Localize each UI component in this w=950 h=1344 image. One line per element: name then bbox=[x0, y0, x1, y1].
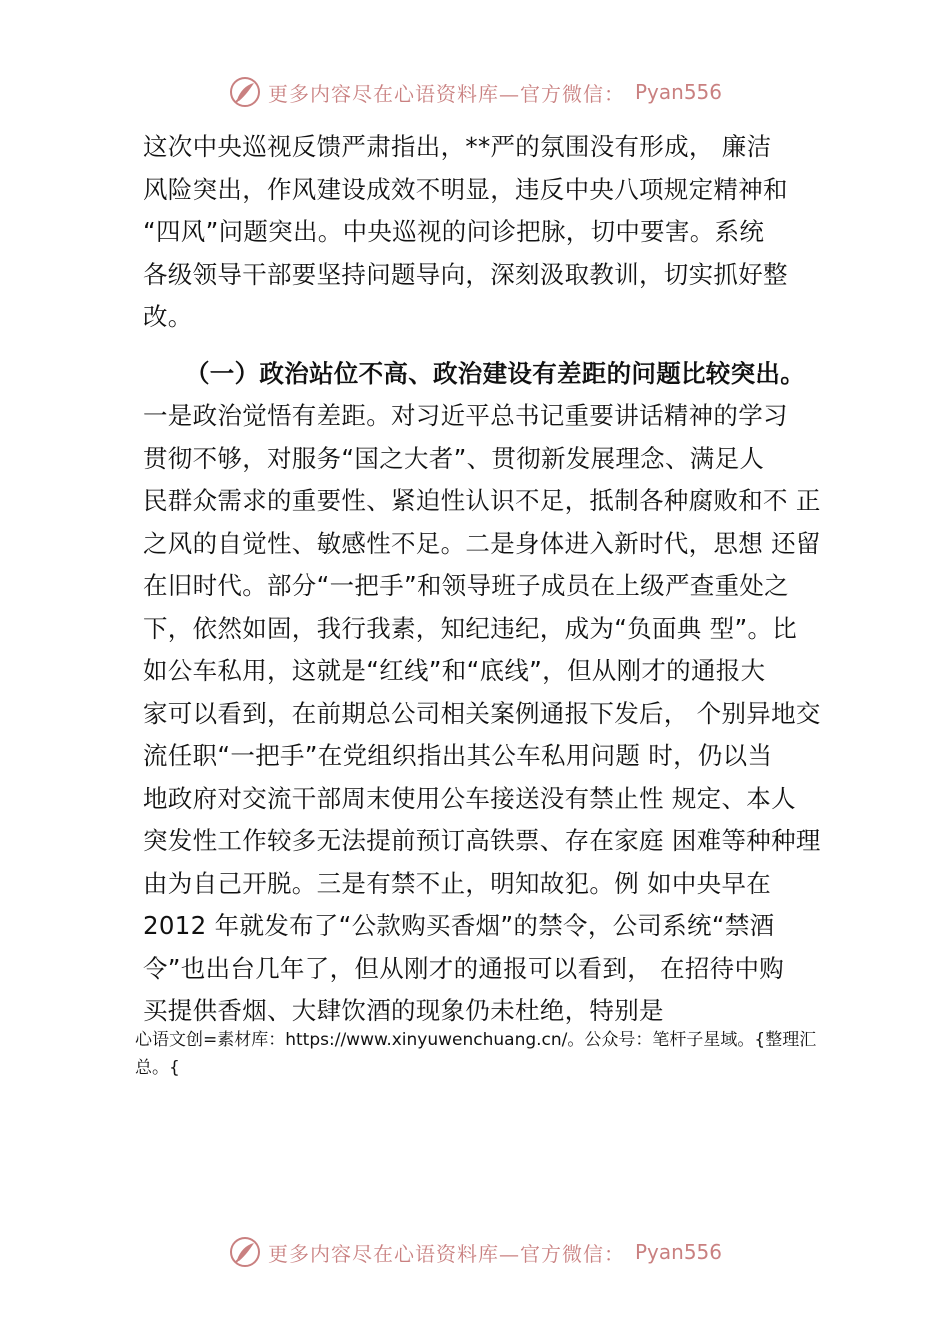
banner-wechat-id: Pyan556 bbox=[634, 1240, 722, 1264]
footer-banner bbox=[0, 1232, 950, 1272]
banner-text: 更多内容尽在心语资料库—官方微信： bbox=[267, 1241, 625, 1266]
header-banner bbox=[0, 72, 950, 112]
paragraph-body bbox=[143, 395, 833, 1033]
document-body bbox=[143, 126, 833, 1033]
footnote-line: 心语文创=素材库：https://www.xinyuwenchuang.cn/。公众号：笔杆子星域。{整理汇 bbox=[135, 1030, 817, 1050]
footnote bbox=[135, 1026, 850, 1082]
text-line: 风险突出，作风建设成效不明显，违反中央八项规定精神和 bbox=[143, 174, 788, 204]
logo-icon bbox=[228, 75, 262, 109]
text-line: 这次中央巡视反馈严肃指出，**严的氛围没有形成， 廉洁 bbox=[143, 132, 772, 161]
text-line: 下，依然如固，我行我素，知纪违纪，成为“负面典 型”。比 bbox=[143, 613, 798, 643]
text-line: 流任职“一把手”在党组织指出其公车私用问题 时，仍以当 bbox=[143, 741, 773, 770]
banner-inner bbox=[228, 75, 722, 109]
text-line: 在旧时代。部分“一把手”和领导班子成员在上级严查重处之 bbox=[143, 571, 789, 600]
section-heading: （一）政治站位不高、政治建设有差距的问题比较突出。 bbox=[185, 358, 805, 388]
text-line: 由为自己开脱。三是有禁不止，明知故犯。例 如中央早在 bbox=[143, 868, 772, 898]
text-line: 突发性工作较多无法提前预订高铁票、存在家庭 困难等种种理 bbox=[143, 826, 821, 855]
text-line: 贯彻不够，对服务“国之大者”、贯彻新发展理念、满足人 bbox=[143, 443, 765, 473]
logo-icon bbox=[228, 1235, 262, 1269]
paragraph-spacer bbox=[143, 339, 833, 353]
text-line: 改。 bbox=[143, 302, 193, 331]
text-line: “四风”问题突出。中央巡视的问诊把脉，切中要害。系统 bbox=[143, 217, 765, 246]
text-line: 之风的自觉性、敏感性不足。二是身体进入新时代，思想 还留 bbox=[143, 528, 821, 558]
text-line: 2012 年就发布了“公款购买香烟”的禁令，公司系统“禁酒 bbox=[143, 911, 775, 940]
text-line: 买提供香烟、大肆饮酒的现象仍未杜绝，特别是 bbox=[143, 996, 664, 1025]
text-line: 地政府对交流干部周末使用公车接送没有禁止性 规定、本人 bbox=[143, 783, 796, 813]
text-line: 民群众需求的重要性、紧迫性认识不足，抵制各种腐败和不 正 bbox=[143, 486, 821, 515]
paragraph-intro bbox=[143, 126, 833, 339]
banner-inner bbox=[228, 1235, 722, 1269]
footnote-line: 总。{ bbox=[135, 1058, 180, 1078]
banner-text: 更多内容尽在心语资料库—官方微信： bbox=[267, 81, 625, 106]
text-line: 各级领导干部要坚持问题导向，深刻汲取教训，切实抓好整 bbox=[143, 259, 788, 289]
text-line: 如公车私用，这就是“红线”和“底线”，但从刚才的通报大 bbox=[143, 656, 766, 685]
text-line: 令”也出台几年了，但从刚才的通报可以看到， 在招待中购 bbox=[143, 953, 785, 983]
text-line: 一是政治觉悟有差距。对习近平总书记重要讲话精神的学习 bbox=[143, 401, 788, 430]
text-line: 家可以看到，在前期总公司相关案例通报下发后， 个别异地交 bbox=[143, 698, 821, 728]
banner-wechat-id: Pyan556 bbox=[634, 80, 722, 104]
